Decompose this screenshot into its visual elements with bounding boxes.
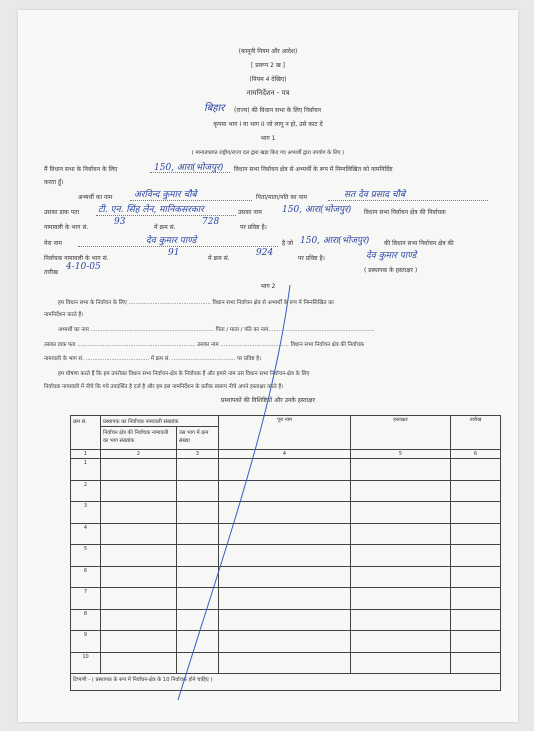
date-label: तारीख <box>44 269 58 276</box>
table-row: 4 <box>71 523 501 545</box>
candidate-name-label: अभ्यर्थी का नाम <box>78 194 113 201</box>
header-part: निर्वाचन क्षेत्र की निर्वाचक नामावली का भाग संख्यांक <box>101 427 177 450</box>
table-row: 10 <box>71 652 501 674</box>
footnote: टिप्पणी - ( प्रस्थापक के रूप में निर्वाचन-क्षेत्र के 10 निर्वाचक होने चाहिए ) <box>71 674 501 691</box>
p1-line4c: विधान सभा निर्वाचन क्षेत्र की निर्वाचक <box>364 209 446 216</box>
law-heading: (कानूनी नियम और आदेश) <box>238 48 298 55</box>
p1-line6c: की विधान सभा निर्वाचन क्षेत्र की <box>384 240 454 247</box>
p1-line7a: निर्वाचक नामावली के भाग सं. <box>44 255 109 262</box>
table-row: 2 <box>71 480 501 502</box>
table-row: 8 <box>71 609 501 631</box>
p1-line4b: उसका नाम <box>238 209 262 216</box>
col-num: 2 <box>101 450 177 459</box>
header-serial: क्रम सं. <box>71 416 101 450</box>
proposer-signature: देव कुमार पाण्डे <box>366 251 417 261</box>
form-title: नामनिर्देशन - पत्र <box>246 89 290 97</box>
parent-name-label: पिता/माता/पति का नाम <box>256 194 307 201</box>
p2-line6: हम घोषणा करते हैं कि हम उपरोक्त विधान सभा निर्वाचन-क्षेत्र के निर्वाचक हैं और हमारे नाम उस विधान सभा निर्वाचन-क्षेत्र के लिए <box>58 371 310 377</box>
address-label: उसका डाक पता <box>44 209 80 216</box>
table-row: 9 <box>71 631 501 653</box>
col-num: 4 <box>219 450 351 459</box>
proposer-label: मेरा नाम <box>44 240 62 247</box>
strike-note: कृपया भाग I या भाग II जो लागू न हो, उसे काट दें <box>213 121 323 128</box>
p1-line7c: पर प्रविष्ट है। <box>298 255 325 262</box>
p2-line3: अभ्यर्थी का नाम ........................................................................ पिता / माता / पति का नाम.............................................................. <box>58 327 375 333</box>
p1-line6b: है जो <box>282 240 294 247</box>
p1-line1b: विधान सभा निर्वाचन क्षेत्र से अभ्यर्थी के रूप में निम्नलिखित को नामनिर्दिष्ट <box>234 166 393 173</box>
constituency3-handwritten: 150, आरा(भोजपुर) <box>300 236 370 246</box>
p2-line2: नामनिर्देशन करते हैं। <box>44 312 84 318</box>
signature-label: ( प्रस्थापक के हस्ताक्षर ) <box>364 267 418 274</box>
part1-note: ( मान्यताप्राप्त राष्ट्रीय/राज्य दल द्वारा खड़ा किए गए अभ्यर्थी द्वारा उपयोग के लिए ) <box>191 150 345 156</box>
nomination-form-page <box>18 10 518 722</box>
parent-name-handwritten: सत देव प्रसाद चौबे <box>344 190 406 200</box>
p1-line1a: मैं विधान सभा के निर्वाचन के लिए <box>44 166 118 173</box>
candidate-part-no-handwritten: 93 <box>114 217 126 227</box>
constituency2-handwritten: 150, आरा(भोजपुर) <box>282 205 352 215</box>
p1-line5a: नामावली के भाग सं. <box>44 224 89 231</box>
form-number: [ प्रारूप 2 ख ] <box>250 62 286 69</box>
header-name: पूरा नाम <box>219 416 351 450</box>
rule-reference: (नियम 4 देखिए) <box>249 76 287 83</box>
col-num: 1 <box>71 450 101 459</box>
table-row: 7 <box>71 588 501 610</box>
header-sign: हस्ताक्षर <box>351 416 451 450</box>
header-date: तारीख <box>451 416 501 450</box>
p1-line5c: पर प्रविष्ट है। <box>240 224 267 231</box>
candidate-serial-handwritten: 728 <box>202 217 220 227</box>
col-num: 6 <box>451 450 501 459</box>
p1-line7b: में क्रम सं. <box>208 255 230 262</box>
p2-line5: नामावली के भाग सं. ..................................... में क्रम सं. ..................................... पर प्रविष्ट है। <box>44 356 262 362</box>
p1-line5b: में क्रम सं. <box>154 224 176 231</box>
diagonal-strike-line <box>18 10 518 722</box>
proposer-serial-handwritten: 924 <box>256 248 274 258</box>
col-num: 5 <box>351 450 451 459</box>
table-row: 5 <box>71 545 501 567</box>
table-title: प्रस्थापकों की विशिष्टियों और उनके हस्ताक्षर <box>221 397 315 404</box>
date-handwritten: 4-10-05 <box>66 262 101 272</box>
candidate-name-handwritten: अरविन्द कुमार चौबे <box>134 190 197 200</box>
address-handwritten: टी. एन. सिंह लेन, मानिकसरकार <box>98 205 204 215</box>
p1-line2: करता हूँ। <box>44 179 64 186</box>
state-note: (राज्य) की विधान सभा के लिए निर्वाचन <box>234 107 321 114</box>
table-row: 6 <box>71 566 501 588</box>
part1-title: भाग 1 <box>260 135 276 142</box>
p2-line7: निर्वाचक नामावली में नीचे कि गये उपदर्शित है दर्ज है और हम इस नामनिर्देशन के प्रतीक स्वरूप नीचे अपने हस्ताक्षर करते हैं। <box>44 384 284 390</box>
constituency-handwritten: 150, आरा(भोजपुर) <box>154 163 224 173</box>
header-group: प्रस्थापक का निर्वाचक नामावली संख्यांक <box>101 416 219 427</box>
header-sno: उस भाग में क्रम संख्या <box>177 427 219 450</box>
state-handwritten: बिहार <box>204 103 225 114</box>
p2-line4: उसका डाक पता ..................................................................... उसका नाम ........................................ विधान सभा निर्वाचन क्षेत्र की निर्वाचक <box>44 342 365 348</box>
table-row: 3 <box>71 502 501 524</box>
p2-line1: हम विधान सभा के निर्वाचन के लिए ................................................ विधान सभा निर्वाचन क्षेत्र से अभ्यर्थी के रूप में निम्नलिखित का <box>58 300 334 306</box>
proposer-name-handwritten: देव कुमार पाण्डे <box>146 236 197 246</box>
proposer-part-no-handwritten: 91 <box>168 248 180 258</box>
table-row: 1 <box>71 459 501 481</box>
col-num: 3 <box>177 450 219 459</box>
part2-title: भाग 2 <box>260 283 276 290</box>
